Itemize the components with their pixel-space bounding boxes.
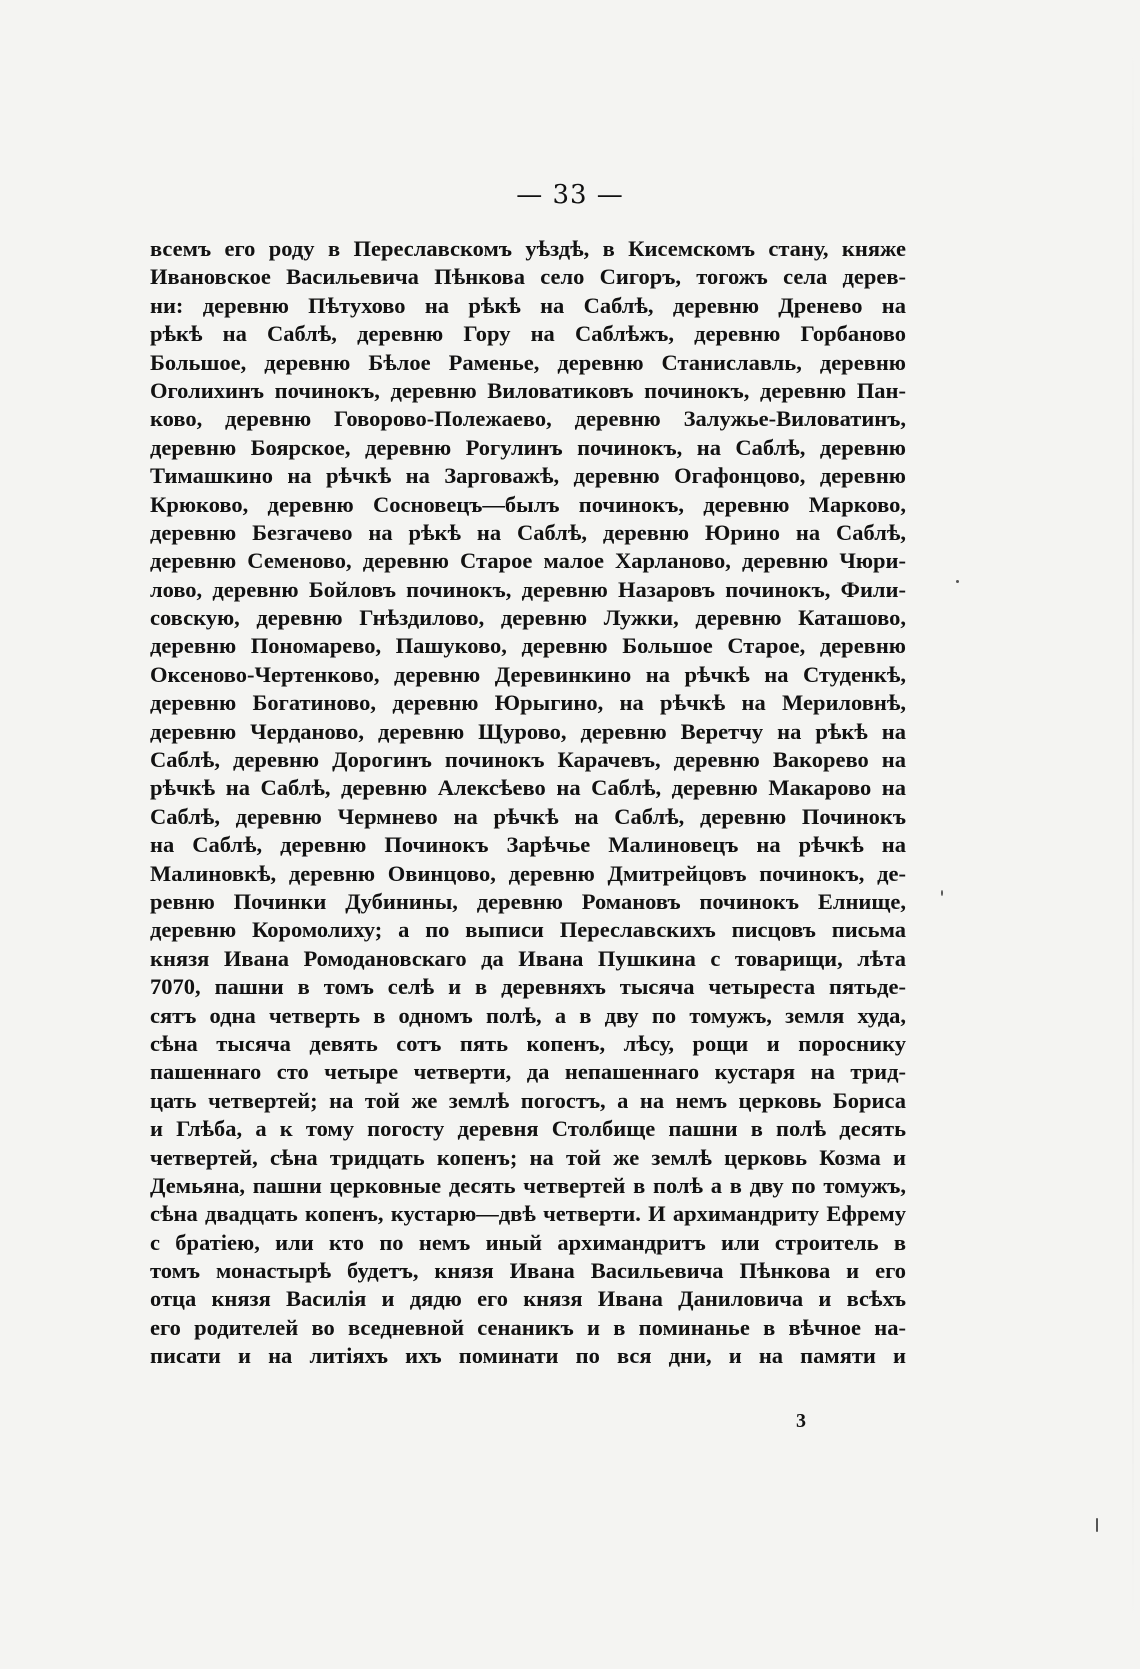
body-text [150,235,906,1371]
text-line: Большое, деревню Бѣлое Раменье, деревню Станиславль, деревню [150,349,906,375]
text-line: отца князя Василія и дядю его князя Ивана Даниловича и всѣхъ [150,1286,906,1312]
text-line: деревню Боярское, деревню Рогулинъ починокъ, на Саблѣ, деревню [150,434,906,460]
text-line: 7070, пашни в томъ селѣ и в деревняхъ тысяча четыреста пятьде- [150,974,906,1000]
text-line: сѣна тысяча девять сотъ пять копенъ, лѣсу, рощи и пороснику [150,1030,906,1056]
text-line: рѣкѣ на Саблѣ, деревню Гору на Саблѣжъ, деревню Горбаново [150,321,906,347]
text-line: совскую, деревню Гнѣздилово, деревню Лужки, деревню Каташово, [150,605,906,631]
text-line: всемъ его роду в Переславскомъ уѣздѣ, в Кисемскомъ стану, княже [150,236,906,261]
text-line: Малиновкѣ, деревню Овинцово, деревню Дмитрейцовъ починокъ, де- [150,860,906,886]
text-line: деревню Черданово, деревню Щурово, деревню Веретчу на рѣкѣ на [150,718,906,744]
text-line: ково, деревню Говорово-Полежаево, деревню Залужье-Виловатинъ, [150,406,906,432]
text-line: на Саблѣ, деревню Починокъ Зарѣчье Малиновецъ на рѣчкѣ на [150,832,906,858]
text-line: деревню Коромолиху; а по выписи Переславскихъ писцовъ письма [150,917,906,943]
text-line: его родителей во вседневной сенаникъ и в поминанье в вѣчное на- [150,1314,906,1340]
page-number: — 33 — [516,180,624,210]
text-line: Оголихинъ починокъ, деревню Виловатиковъ починокъ, деревню Пан- [150,377,906,403]
text-line: Саблѣ, деревню Дорогинъ починокъ Карачевъ, деревню Вакорево на [150,747,906,773]
text-line: рѣчкѣ на Саблѣ, деревню Алексѣево на Саблѣ, деревню Макарово на [150,775,906,801]
text-line: четвертей, сѣна тридцать копенъ; на той же землѣ церковь Козма и [150,1144,906,1170]
text-line: Демьяна, пашни церковные десять четвертей в полѣ а в дву по томужъ, [150,1172,906,1198]
text-line: Крюково, деревню Сосновецъ—былъ починокъ, деревню Марково, [150,491,906,517]
text-line: цать четвертей; на той же землѣ погостъ, а на немъ церковь Бориса [150,1087,906,1113]
text-line: деревню Богатиново, деревню Юрыгино, на рѣчкѣ на Мериловнѣ, [150,690,906,716]
text-line: ни: деревню Пѣтухово на рѣкѣ на Саблѣ, деревню Дренево на [150,292,906,318]
scan-speck [941,890,943,896]
text-line: Оксеново-Чертенково, деревню Деревинкино на рѣчкѣ на Студенкѣ, [150,661,906,687]
text-line: деревню Безгачево на рѣкѣ на Саблѣ, деревню Юрино на Саблѣ, [150,519,906,545]
scan-speck [956,580,959,583]
scan-edge-shadow [1132,40,1134,1640]
scan-speck [1096,1518,1098,1532]
text-line: князя Ивана Ромодановскаго да Ивана Пушкина с товарищи, лѣта [150,945,906,971]
text-line: деревню Пономарево, Пашуково, деревню Большое Старое, деревню [150,633,906,659]
text-line: томъ монастырѣ будетъ, князя Ивана Васильевича Пѣнкова и его [150,1258,906,1284]
text-line: Тимашкино на рѣчкѣ на Зарговажѣ, деревню Огафонцово, деревню [150,463,906,489]
signature-mark: 3 [796,1410,806,1432]
text-line: писати и на литіяхъ ихъ поминати по вся дни, и на памяти и [150,1343,906,1369]
text-line: с братіею, или кто по немъ иный архимандритъ или строитель в [150,1229,906,1255]
text-line: Ивановское Васильевича Пѣнкова село Сигоръ, тогожъ села дерев- [150,264,906,290]
text-line: сѣна двадцать копенъ, кустарю—двѣ четверти. И архимандриту Ефрему [150,1201,906,1227]
text-line: и Глѣба, а к тому погосту деревня Столбище пашни в полѣ десять [150,1116,906,1142]
text-line: Саблѣ, деревню Чермнево на рѣчкѣ на Саблѣ, деревню Починокъ [150,803,906,829]
text-line: лово, деревню Бойловъ починокъ, деревню Назаровъ починокъ, Фили- [150,576,906,602]
text-line: сятъ одна четверть в одномъ полѣ, а в дву по томужъ, земля худа, [150,1002,906,1028]
text-line: пашеннаго сто четыре четверти, да непашеннаго кустаря на трид- [150,1059,906,1085]
text-line: ревню Починки Дубинины, деревню Романовъ починокъ Елнище, [150,888,906,914]
text-line: деревню Семеново, деревню Старое малое Харланово, деревню Чюри- [150,548,906,574]
